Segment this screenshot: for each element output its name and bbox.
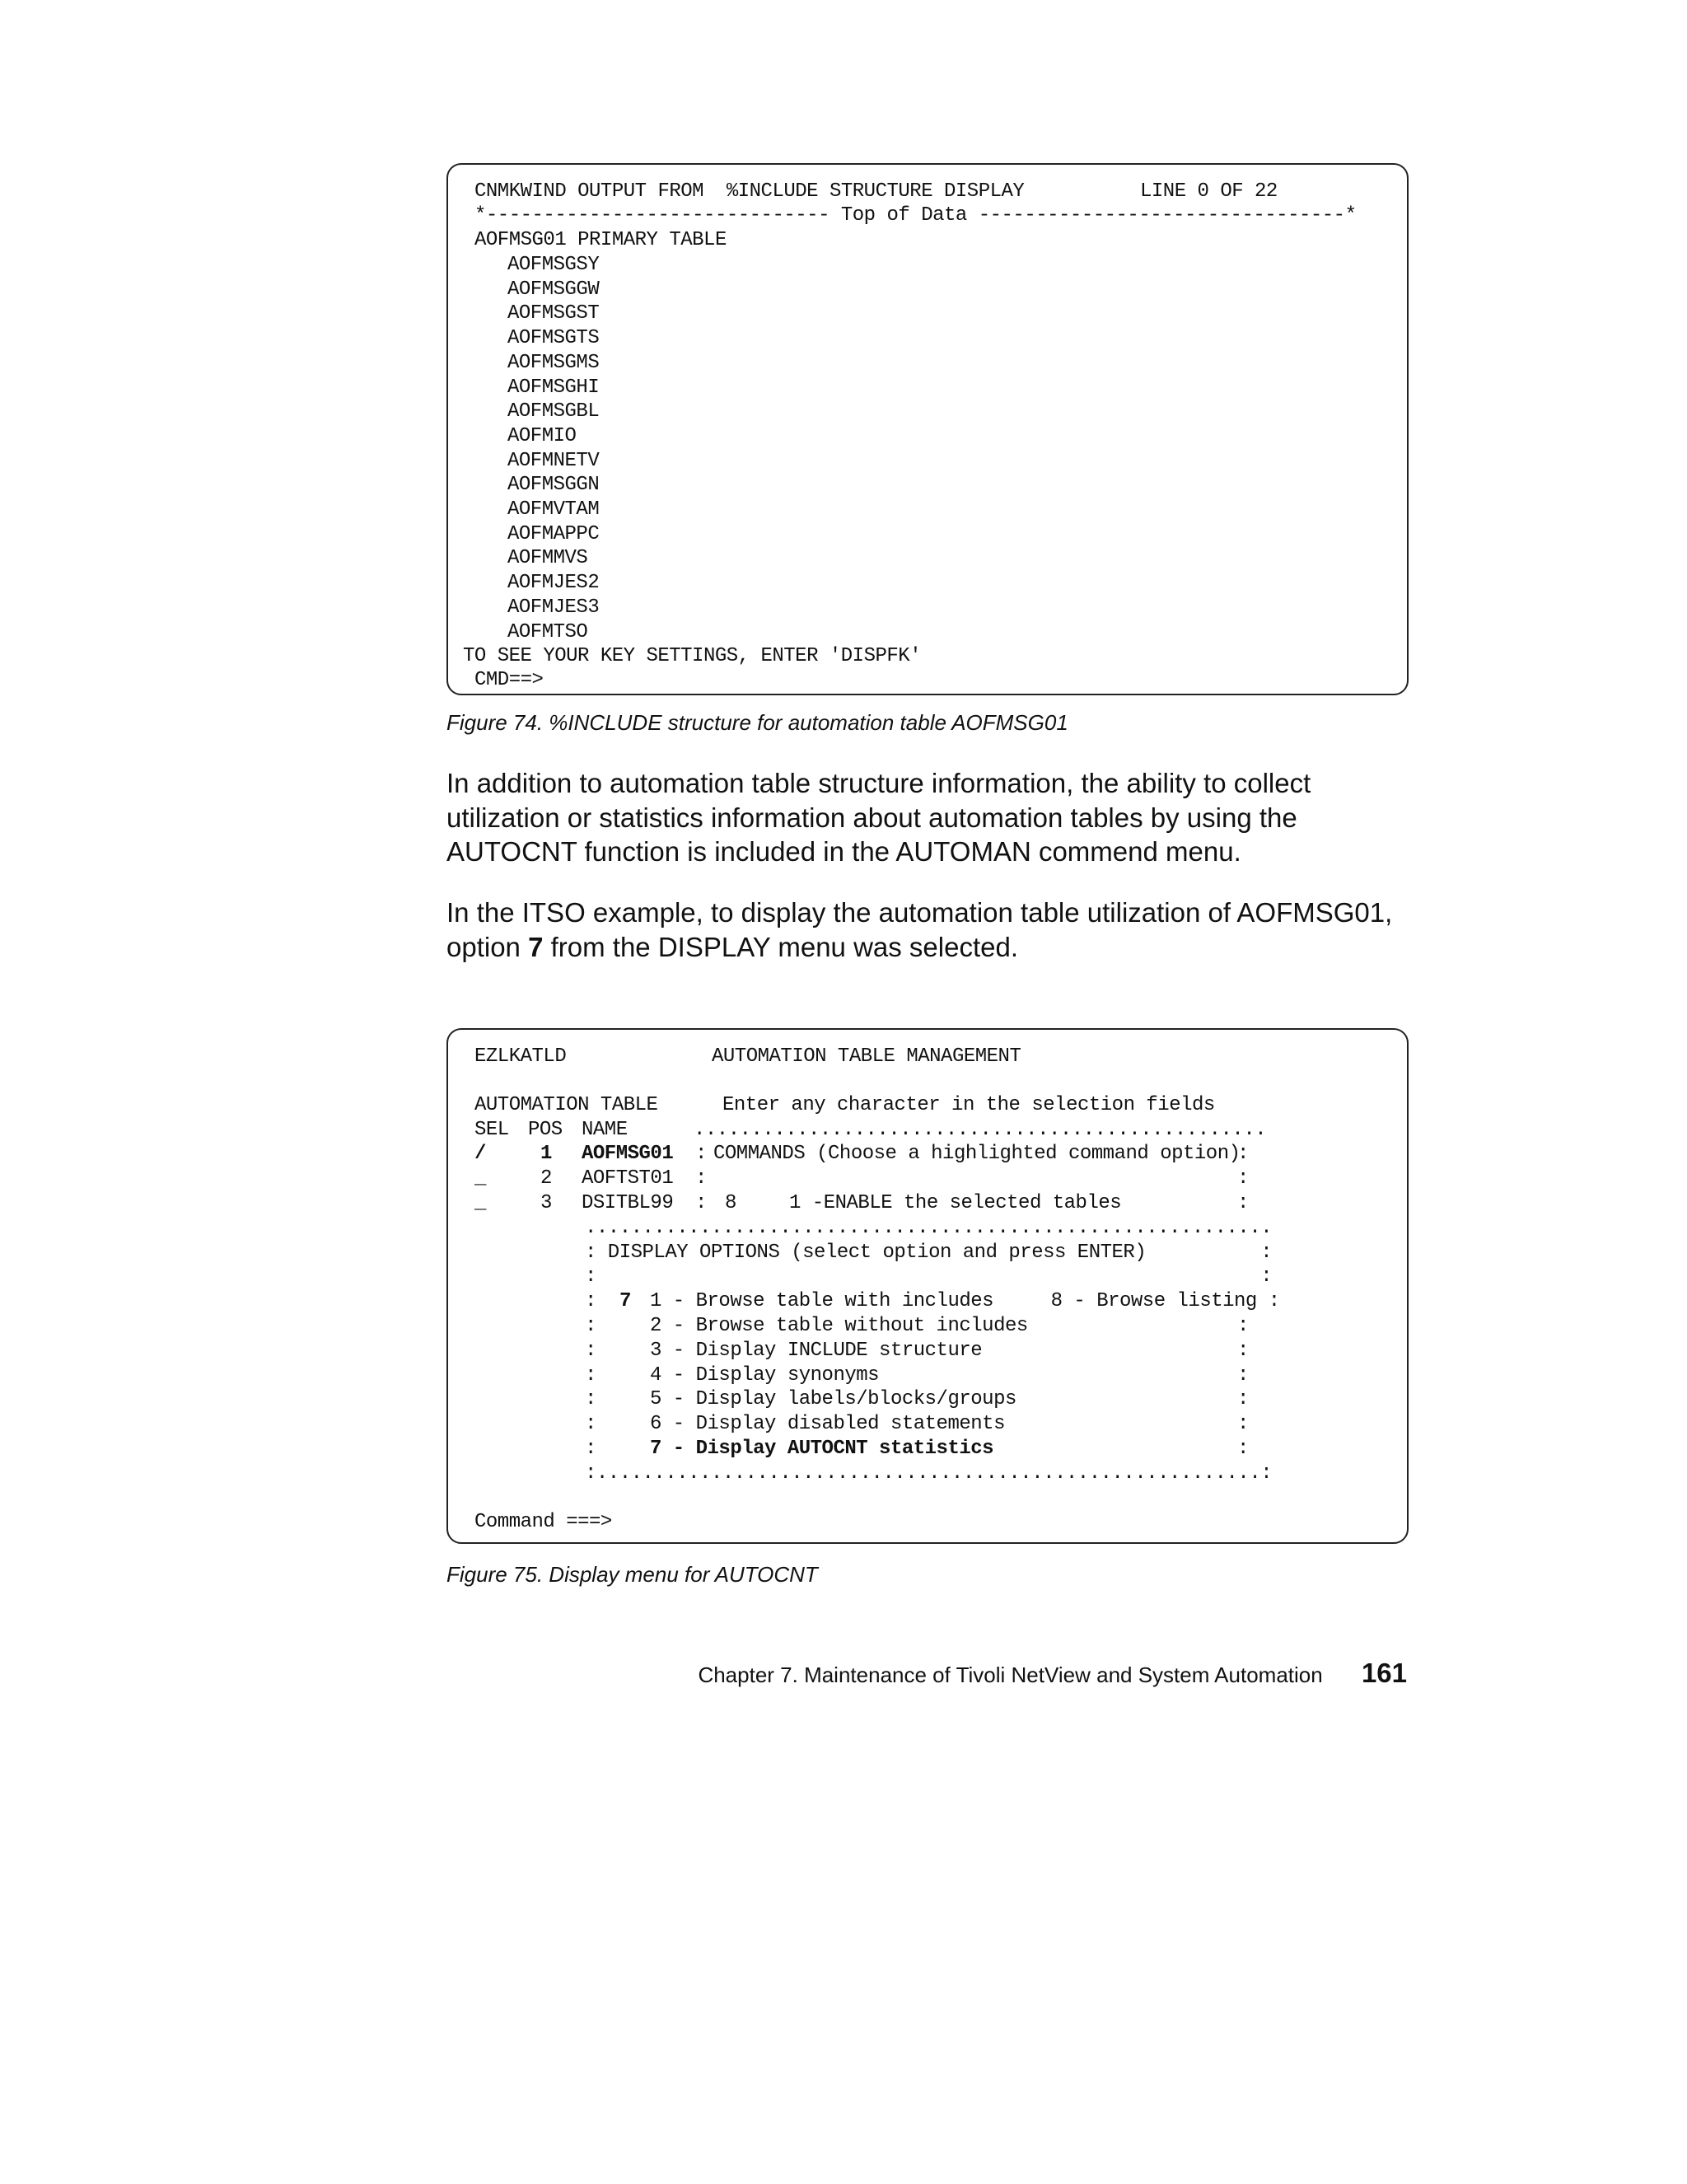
commands-hint: COMMANDS (Choose a highlighted command option) <box>713 1143 1241 1165</box>
col-header-pos: POS <box>528 1119 563 1141</box>
table-row-2-name: AOFTST01 <box>582 1167 674 1190</box>
menu-option[interactable]: 2 - Browse table without includes <box>650 1315 1028 1337</box>
chapter-title: Chapter 7. Maintenance of Tivoli NetView and System Automation <box>698 1663 1323 1687</box>
selection-instruction: Enter any character in the selection fields <box>722 1094 1215 1116</box>
include-member: AOFMSGST <box>507 302 600 325</box>
include-member: AOFMIO <box>507 424 577 447</box>
menu-row-7-left-border: : <box>585 1438 596 1460</box>
panel-title: AUTOMATION TABLE MANAGEMENT <box>712 1045 1021 1068</box>
paragraph-autocnt-intro: In addition to automation table structure information, the ability to collect utilization or statistics information about automation tables by using the AUTOCNT function is included in the AUTOMAN commend menu. <box>446 768 1311 867</box>
enable-command-text: 1 -ENABLE the selected tables <box>789 1192 1122 1214</box>
command-prompt[interactable]: CMD==> <box>474 669 544 691</box>
table-row-1-name: AOFMSG01 <box>582 1143 674 1165</box>
include-member: AOFMJES3 <box>507 596 600 619</box>
para2-option-number: 7 <box>528 931 544 962</box>
display-options-header: : DISPLAY OPTIONS (select option and press ENTER) : <box>585 1242 1273 1264</box>
top-of-data-marker: *------------------------------ Top of Data --------------------------------* <box>474 204 1357 227</box>
section-label: AUTOMATION TABLE <box>474 1094 658 1116</box>
include-member: AOFMSGHI <box>507 376 600 399</box>
page-number: 161 <box>1361 1658 1407 1688</box>
col-header-name: NAME <box>582 1119 628 1141</box>
screen-title: CNMKWIND OUTPUT FROM %INCLUDE STRUCTURE DISPLAY <box>474 180 1025 203</box>
table-row-3-end: : <box>1237 1192 1249 1214</box>
automation-table-management-screen <box>446 1028 1409 1544</box>
include-member: AOFMSGSY <box>507 254 600 276</box>
primary-table-label: AOFMSG01 PRIMARY TABLE <box>474 229 727 251</box>
table-row-2-pos: 2 <box>540 1167 552 1190</box>
include-member: AOFMAPPC <box>507 522 600 545</box>
menu-option[interactable]: 4 - Display synonyms <box>650 1363 880 1387</box>
menu-option[interactable]: 6 - Display disabled statements <box>650 1413 1005 1436</box>
menu-row-left-border: : <box>585 1363 596 1387</box>
table-row-3-pos: 3 <box>540 1192 552 1214</box>
menu-row-right-border: : <box>1237 1315 1249 1337</box>
menu-option[interactable]: 5 - Display labels/blocks/groups <box>650 1388 1016 1411</box>
menu-blank-row: : : <box>585 1265 1273 1288</box>
menu-row-right-border: : <box>1237 1413 1249 1436</box>
menu-option-7[interactable]: 7 - Display AUTOCNT statistics <box>650 1438 994 1460</box>
table-row-1-end: : <box>1237 1143 1249 1165</box>
menu-row-left-border: : <box>585 1388 596 1411</box>
table-row-2-sep: : <box>695 1167 707 1190</box>
table-row-1-pos: 1 <box>540 1143 552 1165</box>
menu-row-right-border: : <box>1237 1339 1249 1362</box>
table-row-3-name: DSITBL99 <box>582 1192 674 1214</box>
menu-row-right-border: : <box>1237 1363 1249 1387</box>
command-prompt[interactable]: Command ===> <box>474 1511 612 1533</box>
include-member: AOFMSGTS <box>507 327 600 350</box>
include-member: AOFMSGMS <box>507 351 600 374</box>
key-settings-hint: TO SEE YOUR KEY SETTINGS, ENTER 'DISPFK' <box>463 645 922 667</box>
dots-top-border: .................................................. <box>694 1119 1267 1141</box>
menu-option-1[interactable]: 1 - Browse table with includes 8 - Browse listing : <box>650 1290 1280 1312</box>
para2-text-before: In the ITSO example, to display the automation table utilization of AOFMSG01, option <box>446 897 1393 962</box>
menu-row-7-right-border: : <box>1237 1438 1249 1460</box>
menu-row-1-left-border: : <box>585 1290 596 1312</box>
include-structure-screen <box>446 163 1409 695</box>
figure-74-caption: Figure 74. %INCLUDE structure for automation table AOFMSG01 <box>446 710 1068 735</box>
include-member: AOFMTSO <box>507 620 588 643</box>
include-member: AOFMNETV <box>507 449 600 472</box>
table-row-2-end: : <box>1237 1167 1249 1190</box>
include-member: AOFMVTAM <box>507 498 600 521</box>
include-member: AOFMSGGN <box>507 474 600 497</box>
table-row-3-sep: : <box>695 1192 707 1214</box>
panel-id: EZLKATLD <box>474 1045 567 1068</box>
table-row-1-sep: : <box>695 1143 707 1165</box>
table-row-3-sel[interactable]: _ <box>474 1192 486 1214</box>
col-header-sel: SEL <box>474 1119 509 1141</box>
table-row-2-sel[interactable]: _ <box>474 1167 486 1190</box>
option-selection-field[interactable]: 7 <box>619 1290 631 1312</box>
menu-row-left-border: : <box>585 1339 596 1362</box>
table-row-1-sel[interactable]: / <box>474 1143 486 1165</box>
paragraph-itso-example <box>446 896 1418 964</box>
menu-bottom-border: :..........................................................: <box>585 1462 1273 1485</box>
page-footer <box>698 1658 1407 1689</box>
menu-row-right-border: : <box>1237 1388 1249 1411</box>
command-option-field[interactable]: 8 <box>725 1192 736 1214</box>
menu-option[interactable]: 3 - Display INCLUDE structure <box>650 1339 983 1362</box>
menu-row-left-border: : <box>585 1315 596 1337</box>
menu-top-border: ............................................................ <box>585 1217 1273 1239</box>
figure-75-caption: Figure 75. Display menu for AUTOCNT <box>446 1562 818 1587</box>
menu-row-left-border: : <box>585 1413 596 1436</box>
include-member: AOFMSGGW <box>507 278 600 301</box>
line-counter: LINE 0 OF 22 <box>1140 180 1278 203</box>
include-member: AOFMMVS <box>507 547 588 570</box>
include-member: AOFMSGBL <box>507 400 600 423</box>
para2-text-after: from the DISPLAY menu was selected. <box>543 931 1019 962</box>
include-member: AOFMJES2 <box>507 572 600 595</box>
